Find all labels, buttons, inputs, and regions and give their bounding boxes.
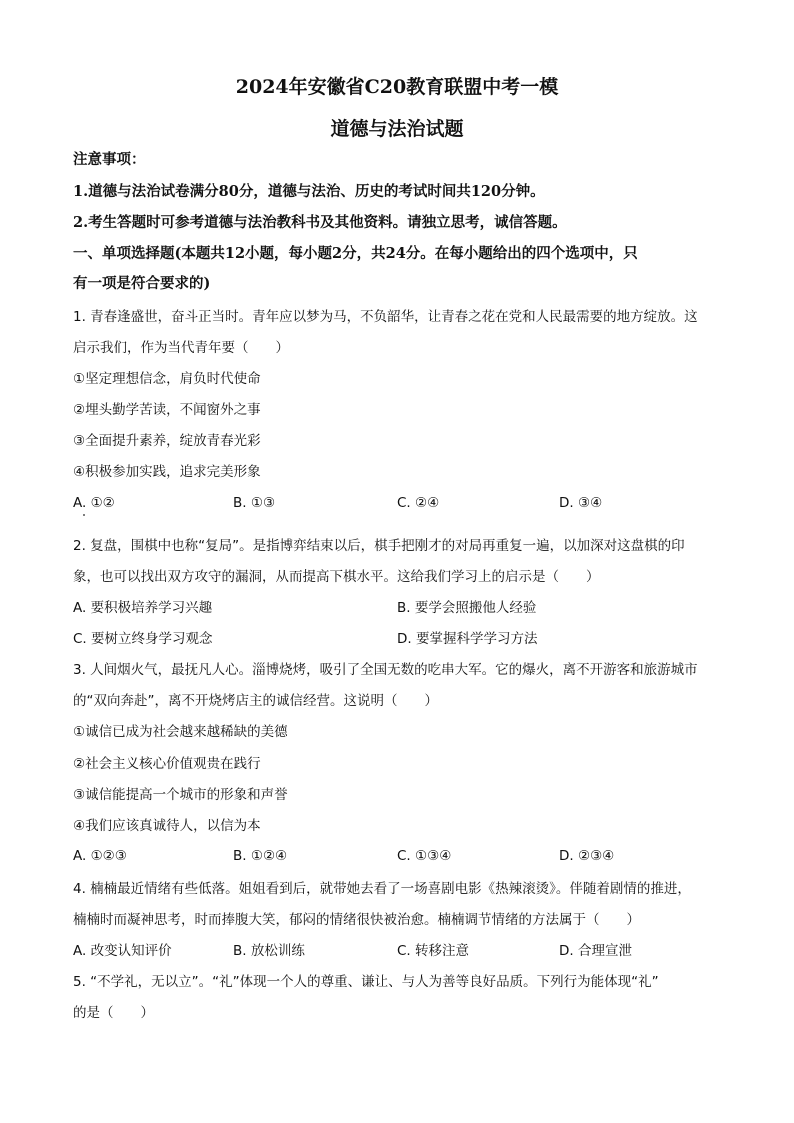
q2-stem-line-2: 象，也可以找出双方攻守的漏洞，从而提高下棋水平。这给我们学习上的启示是（ ） [73, 569, 600, 585]
exam-title: 2024年安徽省C20教育联盟中考一模 [235, 76, 559, 98]
q3-statement-1: ①诚信已成为社会越来越稀缺的美德 [73, 724, 288, 740]
q3-option-b: B. ①②④ [233, 848, 288, 864]
q1-statement-2: ②埋头勤学苦读，不闻窗外之事 [73, 402, 261, 418]
notice-item-1: 1.道德与法治试卷满分80分，道德与法治、历史的考试时间共120分钟。 [73, 183, 545, 200]
q1-option-c: C. ②④ [397, 495, 440, 511]
q1-option-a: A. ①② [73, 495, 115, 511]
q3-stem-line-2: 的“双向奔赴”，离不开烧烤店主的诚信经营。这说明（ ） [73, 693, 438, 709]
q1-statement-1: ①坚定理想信念，肩负时代使命 [73, 371, 261, 387]
notice-item-2: 2.考生答题时可参考道德与法治教科书及其他资料。请独立思考，诚信答题。 [73, 214, 567, 231]
q3-stem-line-1: 3. 人间烟火气，最抚凡人心。淄博烧烤，吸引了全国无数的吃串大军。它的爆火，离不开游客和旅游城市 [73, 662, 698, 678]
q1-option-d: D. ③④ [559, 495, 603, 511]
q1-statement-3: ③全面提升素养，绽放青春光彩 [73, 433, 261, 449]
q1-statement-4: ④积极参加实践，追求完美形象 [73, 464, 261, 480]
scan-speck [83, 514, 85, 516]
q3-option-c: C. ①③④ [397, 848, 452, 864]
q3-statement-3: ③诚信能提高一个城市的形象和声誉 [73, 787, 288, 803]
q3-statement-2: ②社会主义核心价值观贵在践行 [73, 756, 261, 772]
exam-subtitle: 道德与法治试题 [330, 118, 464, 140]
q3-option-d: D. ②③④ [559, 848, 615, 864]
q2-option-c: C. 要树立终身学习观念 [73, 631, 213, 647]
q1-options [73, 494, 733, 512]
q2-options-row-2 [73, 630, 733, 648]
q2-option-a: A. 要积极培养学习兴趣 [73, 600, 213, 616]
section-heading-line-2: 有一项是符合要求的) [73, 275, 211, 292]
q5-stem-line-2: 的是（ ） [73, 1005, 154, 1021]
q4-option-d: D. 合理宣泄 [559, 943, 632, 959]
q2-options-row-1 [73, 599, 733, 617]
section-heading-line-1: 一、单项选择题(本题共12小题，每小题2分，共24分。在每小题给出的四个选项中，只 [73, 245, 638, 262]
q2-option-b: B. 要学会照搬他人经验 [397, 600, 537, 616]
q3-options [73, 847, 733, 865]
q2-option-d: D. 要掌握科学学习方法 [397, 631, 538, 647]
q4-option-a: A. 改变认知评价 [73, 943, 172, 959]
notice-heading: 注意事项： [73, 151, 146, 168]
q4-option-c: C. 转移注意 [397, 943, 470, 959]
q3-option-a: A. ①②③ [73, 848, 127, 864]
q4-options [73, 942, 733, 960]
q1-option-b: B. ①③ [233, 495, 276, 511]
q3-statement-4: ④我们应该真诚待人，以信为本 [73, 818, 261, 834]
q5-stem-line-1: 5. “不学礼，无以立”。“礼”体现一个人的尊重、谦让、与人为善等良好品质。下列行为能体现“礼” [73, 974, 659, 990]
q4-stem-line-1: 4. 楠楠最近情绪有些低落。姐姐看到后，就带她去看了一场喜剧电影《热辣滚烫》。伴随着剧情的推进， [73, 881, 691, 897]
q1-stem-line-2: 启示我们，作为当代青年要（ ） [73, 340, 289, 356]
q1-stem-line-1: 1. 青春逢盛世，奋斗正当时。青年应以梦为马，不负韶华，让青春之花在党和人民最需要的地方绽放。这 [73, 309, 698, 325]
q4-option-b: B. 放松训练 [233, 943, 305, 959]
q4-stem-line-2: 楠楠时而凝神思考，时而捧腹大笑，郁闷的情绪很快被治愈。楠楠调节情绪的方法属于（ ） [73, 912, 640, 928]
q2-stem-line-1: 2. 复盘，围棋中也称“复局”。是指博弈结束以后，棋手把刚才的对局再重复一遍，以加深对这盘棋的印 [73, 538, 685, 554]
